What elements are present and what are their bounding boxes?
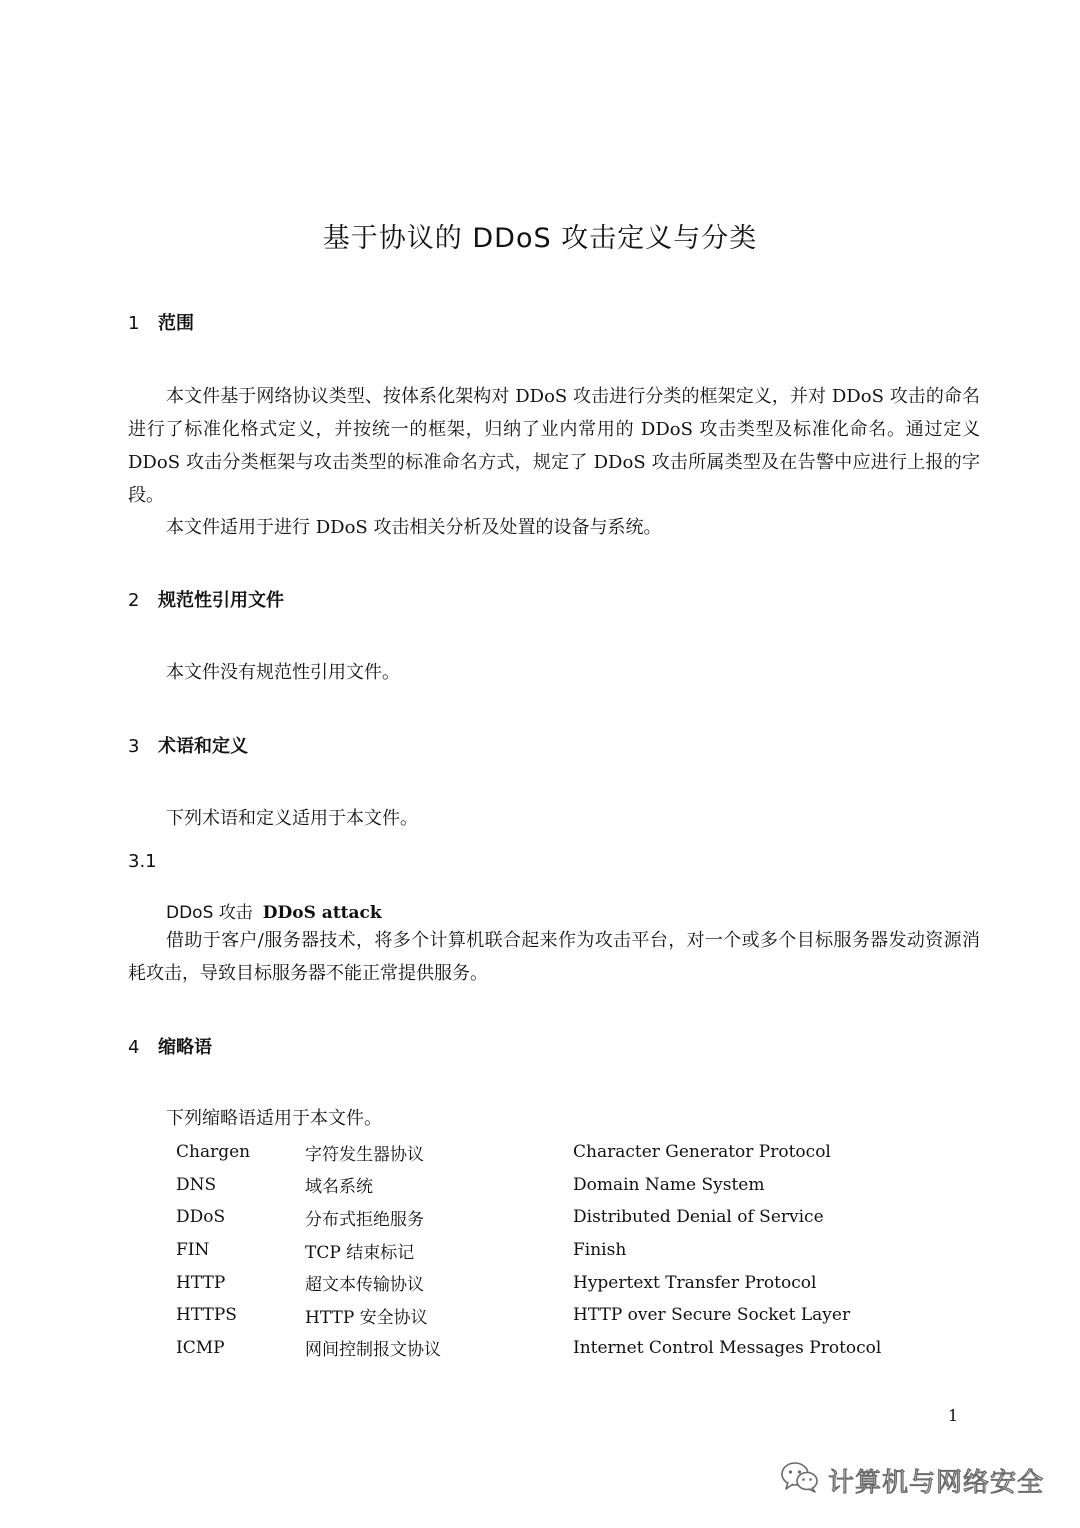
english-name-cell: HTTP over Secure Socket Layer [573,1305,851,1326]
section-number: 1 [128,313,140,334]
wechat-icon [780,1460,828,1501]
english-name-cell: Hypertext Transfer Protocol [573,1272,817,1293]
section-heading-terms [128,732,248,758]
section-heading-scope [128,309,194,335]
abbreviations-table [176,1136,881,1364]
english-name-cell: Character Generator Protocol [573,1142,831,1163]
table-row [176,1201,881,1234]
page-number: 1 [948,1406,959,1425]
chinese-name-cell: 域名系统 [305,1177,373,1198]
abbr-cell: Chargen [176,1142,251,1163]
term-chinese: DDoS 攻击 [166,903,253,923]
abbr-cell: ICMP [176,1337,225,1358]
abbr-cell: HTTPS [176,1305,237,1326]
term-english: DDoS attack [262,903,382,923]
scope-paragraph-2: 本文件适用于进行 DDoS 攻击相关分析及处置的设备与系统。 [166,517,662,538]
section-title: 范围 [158,313,194,334]
section-title: 术语和定义 [158,736,248,757]
term-definition: 借助于客户/服务器技术，将多个计算机联合起来作为攻击平台，对一个或多个目标服务器发动资源消耗攻击，导致目标服务器不能正常提供服务。 [128,930,980,984]
table-row [176,1266,881,1299]
english-name-cell: Distributed Denial of Service [573,1207,824,1228]
abbr-cell: DDoS [176,1207,226,1228]
abbr-cell: HTTP [176,1272,226,1293]
table-row [176,1136,881,1169]
section-number: 3 [128,736,140,757]
normative-references-paragraph: 本文件没有规范性引用文件。 [166,662,400,683]
scope-paragraph-1: 本文件基于网络协议类型、按体系化架构对 DDoS 攻击进行分类的框架定义，并对 DDoS 攻击的命名进行了标准化格式定义，并按统一的框架，归纳了业内常用的 DDoS 攻击类型及标准化命名。通过定义 DDoS 攻击分类框架与攻击类型的标准命名方式，规定了 DDoS 攻击所属类型及在告警中应进行上报的字段。 [128,386,980,506]
term-heading [166,898,382,923]
document-title: 基于协议的 DDoS 攻击定义与分类 [322,223,758,254]
table-row [176,1234,881,1267]
watermark [780,1460,1044,1501]
section-title: 缩略语 [158,1037,212,1058]
abbreviations-intro: 下列缩略语适用于本文件。 [166,1108,382,1129]
table-row [176,1169,881,1202]
section-heading-abbreviations [128,1033,212,1059]
chinese-name-cell: 分布式拒绝服务 [305,1209,424,1230]
english-name-cell: Internet Control Messages Protocol [573,1337,882,1358]
chinese-name-cell: 网间控制报文协议 [305,1340,441,1361]
english-name-cell: Finish [573,1240,627,1261]
abbr-cell: DNS [176,1174,217,1195]
chinese-name-cell: 超文本传输协议 [305,1275,424,1296]
table-row [176,1332,881,1365]
section-title: 规范性引用文件 [158,590,284,611]
watermark-text: 计算机与网络安全 [828,1468,1045,1498]
section-number: 2 [128,590,140,611]
terms-paragraph: 下列术语和定义适用于本文件。 [166,808,418,829]
chinese-name-cell: 字符发生器协议 [305,1144,424,1165]
abbr-cell: FIN [176,1240,210,1261]
english-name-cell: Domain Name System [573,1174,765,1195]
section-heading-normative-references [128,586,284,612]
chinese-name-cell: HTTP 安全协议 [305,1307,428,1328]
table-row [176,1299,881,1332]
term-number: 3.1 [128,851,157,872]
section-number: 4 [128,1037,140,1058]
chinese-name-cell: TCP 结束标记 [305,1242,415,1263]
